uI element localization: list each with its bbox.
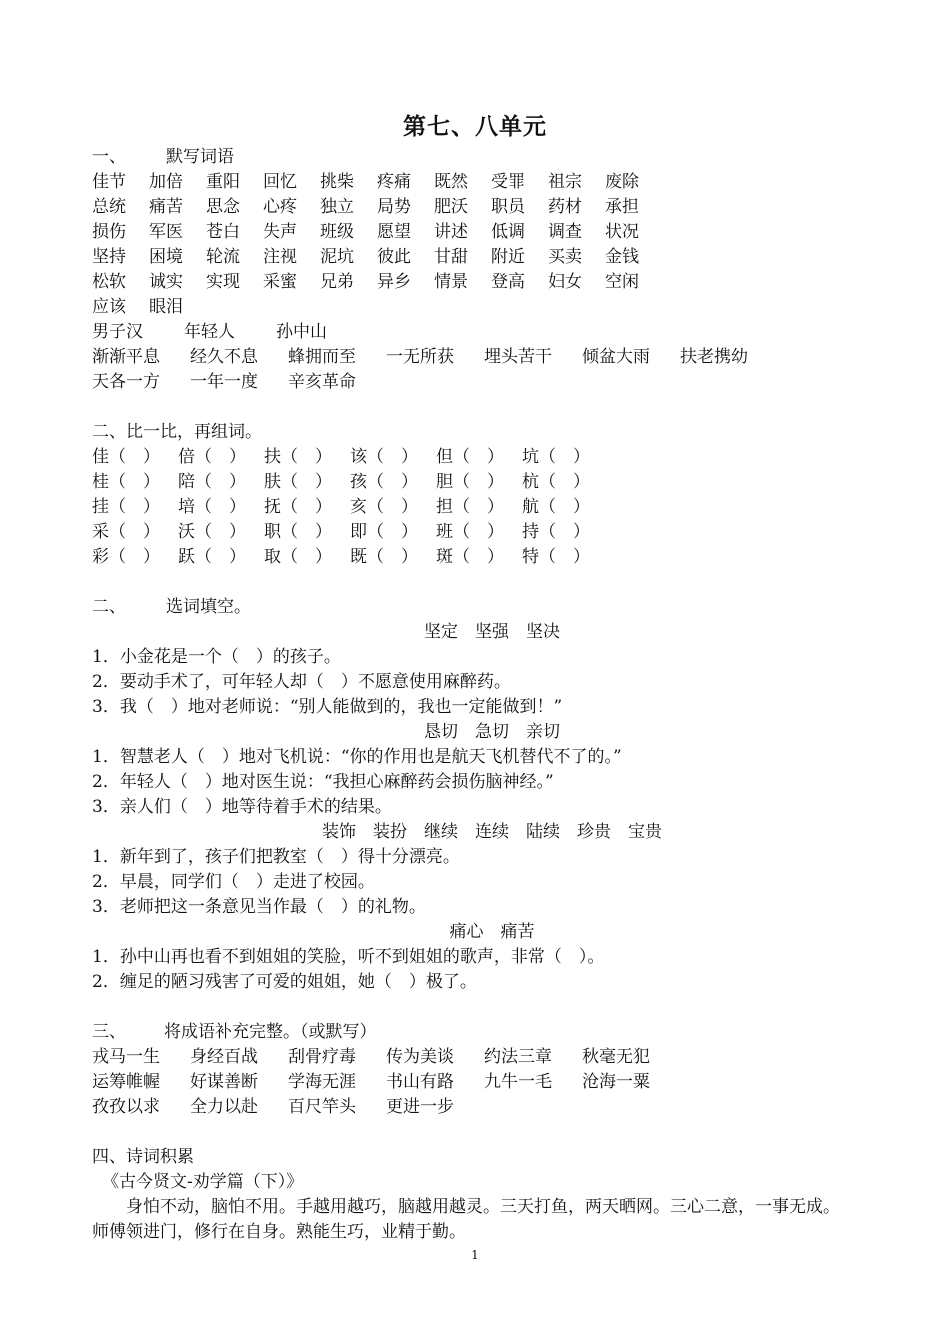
vocab-word: 甘甜 <box>434 247 468 267</box>
idiom: 倾盆大雨 <box>582 347 650 367</box>
vocab-word: 彼此 <box>377 247 411 267</box>
fill-in-question: 1．小金花是一个（ ）的孩子。 <box>92 647 341 667</box>
idiom: 一无所获 <box>386 347 454 367</box>
vocab-word: 班级 <box>320 222 354 242</box>
vocab-word: 承担 <box>605 197 639 217</box>
vocab-word: 状况 <box>605 222 639 242</box>
vocab-word: 加倍 <box>149 172 183 192</box>
idiom: 好谋善断 <box>190 1072 258 1092</box>
compare-item: 但（ ） <box>436 447 504 467</box>
compare-item: 陪（ ） <box>178 472 246 492</box>
compare-item: 班（ ） <box>436 522 504 542</box>
section-number: 三、 <box>92 1022 126 1042</box>
idiom: 天各一方 <box>92 372 160 392</box>
section-heading: 四、诗词积累 <box>92 1147 194 1167</box>
vocab-word: 登高 <box>491 272 525 292</box>
vocab-word: 祖宗 <box>548 172 582 192</box>
idiom: 全力以赴 <box>190 1097 258 1117</box>
fill-in-question: 2．要动手术了，可年轻人却（ ）不愿意使用麻醉药。 <box>92 672 511 692</box>
fill-in-question: 2．缠足的陋习残害了可爱的姐姐，她（ ）极了。 <box>92 972 477 992</box>
vocab-word: 注视 <box>263 247 297 267</box>
idiom: 一年一度 <box>190 372 258 392</box>
idiom: 戎马一生 <box>92 1047 160 1067</box>
vocab-word: 附近 <box>491 247 525 267</box>
word-choices: 痛心 痛苦 <box>449 922 535 942</box>
row <box>92 520 892 545</box>
compare-item: 坑（ ） <box>522 447 590 467</box>
idiom: 扶老携幼 <box>680 347 748 367</box>
vocab-word: 孙中山 <box>276 322 327 342</box>
fill-in-question: 2．早晨，同学们（ ）走进了校园。 <box>92 872 375 892</box>
idiom: 传为美谈 <box>386 1047 454 1067</box>
idiom: 身经百战 <box>190 1047 258 1067</box>
compare-item: 彩（ ） <box>92 547 160 567</box>
compare-item: 杭（ ） <box>522 472 590 492</box>
fill-in-question: 1．智慧老人（ ）地对飞机说：“你的作用也是航天飞机替代不了的。” <box>92 747 622 767</box>
vocab-word: 异乡 <box>377 272 411 292</box>
compare-item: 取（ ） <box>264 547 332 567</box>
idiom: 经久不息 <box>190 347 258 367</box>
idiom: 刮骨疗毒 <box>288 1047 356 1067</box>
fill-in-question: 3．亲人们（ ）地等待着手术的结果。 <box>92 797 392 817</box>
compare-item: 胆（ ） <box>436 472 504 492</box>
poem-line: 师傅领进门，修行在自身。熟能生巧，业精于勤。 <box>92 1222 466 1242</box>
vocab-word: 重阳 <box>206 172 240 192</box>
idiom: 秋毫无犯 <box>582 1047 650 1067</box>
compare-item: 挂（ ） <box>92 497 160 517</box>
section-number: 二、 <box>92 597 126 617</box>
idiom: 沧海一粟 <box>582 1072 650 1092</box>
vocab-word: 应该 <box>92 297 126 317</box>
idiom: 辛亥革命 <box>288 372 356 392</box>
compare-table <box>92 445 892 570</box>
idiom-row <box>92 345 892 370</box>
vocab-word: 苍白 <box>206 222 240 242</box>
vocab-word: 药材 <box>548 197 582 217</box>
idiom: 孜孜以求 <box>92 1097 160 1117</box>
compare-item: 沃（ ） <box>178 522 246 542</box>
vocab-word: 困境 <box>149 247 183 267</box>
vocab-word: 职员 <box>491 197 525 217</box>
compare-item: 佳（ ） <box>92 447 160 467</box>
fill-in-question: 2．年轻人（ ）地对医生说：“我担心麻醉药会损伤脑神经。” <box>92 772 554 792</box>
vocab-word: 调查 <box>548 222 582 242</box>
page-title: 第七、八单元 <box>403 113 547 140</box>
vocab-word: 男子汉 <box>92 322 143 342</box>
word-list <box>92 170 892 320</box>
idiom: 约法三章 <box>484 1047 552 1067</box>
vocab-word: 总统 <box>92 197 126 217</box>
row <box>92 445 892 470</box>
compare-item: 担（ ） <box>436 497 504 517</box>
compare-item: 特（ ） <box>522 547 590 567</box>
vocab-word: 疼痛 <box>377 172 411 192</box>
section-title: 默写词语 <box>166 147 234 167</box>
document-body <box>92 145 892 1245</box>
vocab-word: 实现 <box>206 272 240 292</box>
section-heading <box>92 145 892 170</box>
idiom-row <box>92 370 892 395</box>
compare-item: 职（ ） <box>264 522 332 542</box>
fill-in-groups <box>92 620 892 995</box>
vocab-word: 采蜜 <box>263 272 297 292</box>
vocab-word: 讲述 <box>434 222 468 242</box>
vocab-word: 思念 <box>206 197 240 217</box>
row <box>92 170 892 195</box>
compare-item: 跃（ ） <box>178 547 246 567</box>
idiom: 运筹帷幄 <box>92 1072 160 1092</box>
word-choices: 坚定 坚强 坚决 <box>424 622 560 642</box>
word-choices: 恳切 急切 亲切 <box>424 722 560 742</box>
compare-item: 培（ ） <box>178 497 246 517</box>
row <box>92 1070 892 1095</box>
vocab-word: 痛苦 <box>149 197 183 217</box>
compare-item: 扶（ ） <box>264 447 332 467</box>
compare-item: 持（ ） <box>522 522 590 542</box>
vocab-word: 肥沃 <box>434 197 468 217</box>
vocab-word: 既然 <box>434 172 468 192</box>
idiom: 更进一步 <box>386 1097 454 1117</box>
compare-item: 即（ ） <box>350 522 418 542</box>
row <box>92 295 892 320</box>
vocab-word: 心疼 <box>263 197 297 217</box>
section-number: 一、 <box>92 147 126 167</box>
idiom: 渐渐平息 <box>92 347 160 367</box>
vocab-word: 泥坑 <box>320 247 354 267</box>
section-title: 选词填空。 <box>166 597 251 617</box>
vocab-word: 空闲 <box>605 272 639 292</box>
section-title: 将成语补充完整。（或默写） <box>164 1022 377 1042</box>
vocab-word: 金钱 <box>605 247 639 267</box>
page-number: 1 <box>471 1248 479 1262</box>
word-row <box>92 320 892 345</box>
poem-title: 《古今贤文-劝学篇（下）》 <box>102 1172 304 1192</box>
idiom: 蜂拥而至 <box>288 347 356 367</box>
vocab-word: 诚实 <box>149 272 183 292</box>
idiom: 九牛一毛 <box>484 1072 552 1092</box>
vocab-word: 回忆 <box>263 172 297 192</box>
fill-in-question: 3．我（ ）地对老师说：“别人能做到的，我也一定能做到！” <box>92 697 563 717</box>
row <box>92 195 892 220</box>
section-heading <box>92 1020 892 1045</box>
vocab-word: 情景 <box>434 272 468 292</box>
idiom: 书山有路 <box>386 1072 454 1092</box>
row <box>92 545 892 570</box>
vocab-word: 失声 <box>263 222 297 242</box>
vocab-word: 独立 <box>320 197 354 217</box>
row <box>92 470 892 495</box>
compare-item: 孩（ ） <box>350 472 418 492</box>
vocab-word: 低调 <box>491 222 525 242</box>
compare-item: 该（ ） <box>350 447 418 467</box>
vocab-word: 军医 <box>149 222 183 242</box>
section-heading <box>92 595 892 620</box>
vocab-word: 年轻人 <box>184 322 235 342</box>
row <box>92 1045 892 1070</box>
row <box>92 495 892 520</box>
compare-item: 航（ ） <box>522 497 590 517</box>
vocab-word: 废除 <box>605 172 639 192</box>
compare-item: 斑（ ） <box>436 547 504 567</box>
word-choices: 装饰 装扮 继续 连续 陆续 珍贵 宝贵 <box>322 822 662 842</box>
idiom-list <box>92 1045 892 1120</box>
vocab-word: 坚持 <box>92 247 126 267</box>
idiom: 学海无涯 <box>288 1072 356 1092</box>
vocab-word: 松软 <box>92 272 126 292</box>
vocab-word: 挑柴 <box>320 172 354 192</box>
compare-item: 抚（ ） <box>264 497 332 517</box>
section-heading: 二、比一比，再组词。 <box>92 422 262 442</box>
vocab-word: 轮流 <box>206 247 240 267</box>
row <box>92 270 892 295</box>
compare-item: 肤（ ） <box>264 472 332 492</box>
fill-in-question: 1．孙中山再也看不到姐姐的笑脸，听不到姐姐的歌声，非常（ ）。 <box>92 947 605 967</box>
fill-in-question: 3．老师把这一条意见当作最（ ）的礼物。 <box>92 897 426 917</box>
compare-item: 采（ ） <box>92 522 160 542</box>
compare-item: 亥（ ） <box>350 497 418 517</box>
fill-in-question: 1．新年到了，孩子们把教室（ ）得十分漂亮。 <box>92 847 460 867</box>
vocab-word: 愿望 <box>377 222 411 242</box>
idiom: 埋头苦干 <box>484 347 552 367</box>
vocab-word: 受罪 <box>491 172 525 192</box>
vocab-word: 妇女 <box>548 272 582 292</box>
compare-item: 倍（ ） <box>178 447 246 467</box>
idiom: 百尺竿头 <box>288 1097 356 1117</box>
vocab-word: 局势 <box>377 197 411 217</box>
poem-line: 身怕不动，脑怕不用。手越用越巧，脑越用越灵。三天打鱼，两天晒网。三心二意，一事无成。 <box>126 1197 840 1217</box>
row <box>92 1095 892 1120</box>
vocab-word: 损伤 <box>92 222 126 242</box>
vocab-word: 兄弟 <box>320 272 354 292</box>
vocab-word: 佳节 <box>92 172 126 192</box>
compare-item: 桂（ ） <box>92 472 160 492</box>
vocab-word: 买卖 <box>548 247 582 267</box>
vocab-word: 眼泪 <box>149 297 183 317</box>
compare-item: 既（ ） <box>350 547 418 567</box>
row <box>92 220 892 245</box>
row <box>92 245 892 270</box>
